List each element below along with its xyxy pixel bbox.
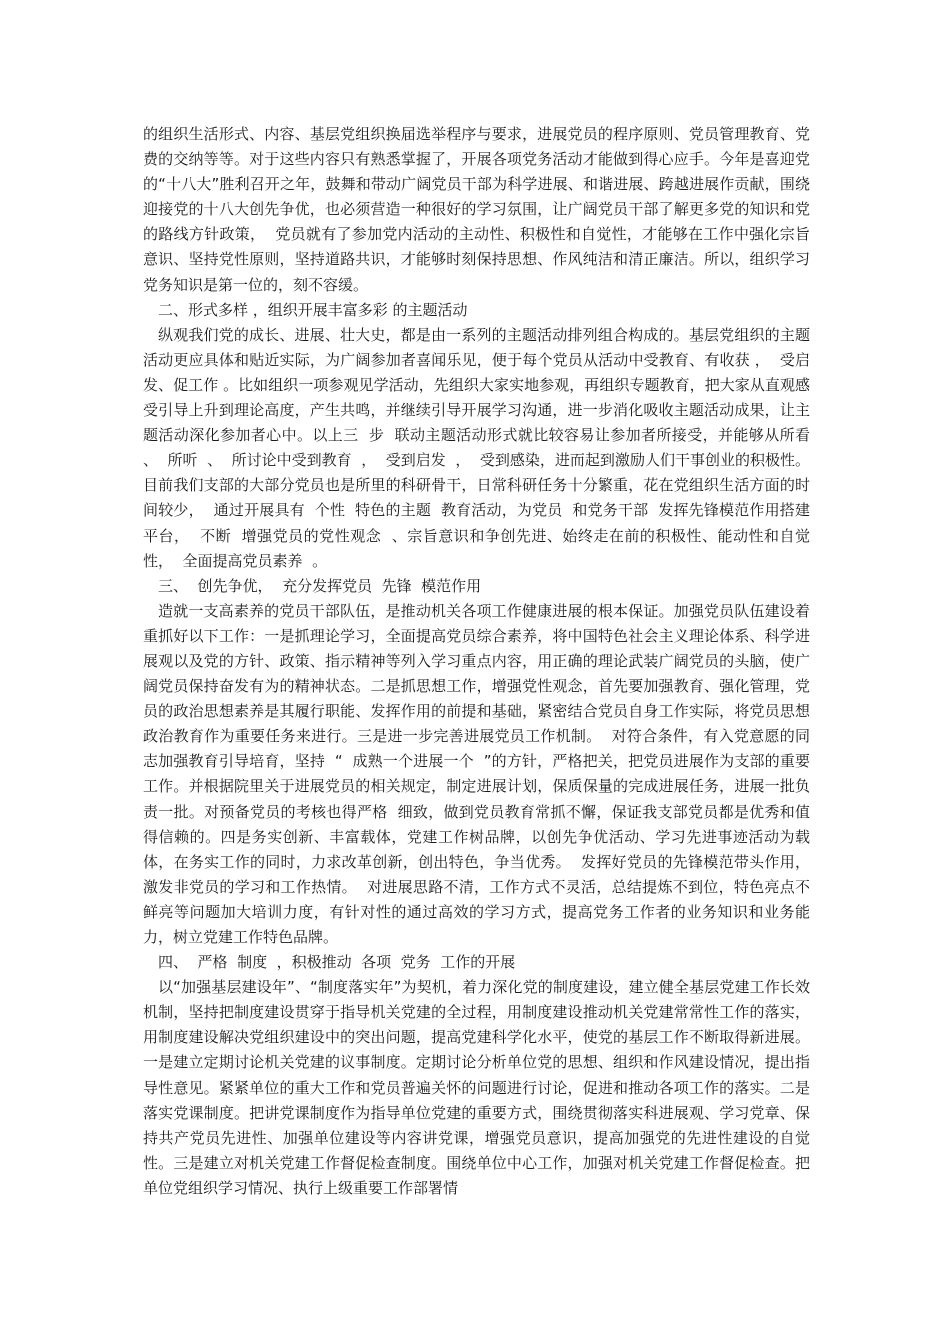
paragraph-party-knowledge-study: 的组织生活形式、内容、基层党组织换届选举程序与要求，进展党员的程序原则、党员管理教育、党费的交纳等等。对于这些内容只有熟悉掌握了，开展各项党务活动才能做到得心应手。今年是喜迎党的“十八大”胜利召开之年，鼓舞和带动广阔党员干部为科学进展、和谐进展、跨越进展作贡献，围绕迎接党的十八大创先争优，也必须营造一种很好的学习氛围，让广阔党员干部了解更多党的知识和党的路线方针政策， 党员就有了参加党内活动的主动性、积极性和自觉性，才能够在工作中强化宗旨意识、坚持党性原则，坚持道路共识，才能够时刻保持思想、作风纯洁和清正廉洁。所以，组织学习党务知识是第一位的，刻不容缓。 xyxy=(143,125,810,294)
section-heading-themed-activities: 二、形式多样 ，组织开展丰富多彩 的主题活动 xyxy=(158,300,468,319)
paragraph-strict-system: 以“加强基层建设年”、“制度落实年”为契机，着力深化党的制度建设，建立健全基层党建工作长效机制，坚持把制度建设贯穿于指导机关党建的全过程，用制度建设推动机关党建常常性工作的落实，用制度建设解决党组织建设中的突出问题，提高党建科学化水平，使党的基层工作不断取得新进展。一是建立定期讨论机关党建的议事制度。定期讨论分析单位党的思想、组织和作风建设情况，提出指导性意见。紧紧单位的重大工作和党员普遍关怀的问题进行讨论，促进和推动各项工作的落实。二是落实党课制度。把讲党课制度作为指导单位党建的重要方式，围绕贯彻落实科进展观、学习党章、保持共产党员先进性、加强单位建设等内容讲党课，增强党员意识，提高加强党的先进性建设的自觉性。三是建立对机关党建工作督促检查制度。围绕单位中心工作，加强对机关党建工作督促检查。把单位党组织学习情况、执行上级重要工作部署情 xyxy=(143,978,810,1197)
section-heading-vanguard-role: 三、 创先争优， 充分发挥党员 先锋 模范作用 xyxy=(158,576,482,595)
document-body xyxy=(143,122,820,1201)
section-heading-strict-system: 四、 严格 制度 ，积极推动 各项 党务 工作的开展 xyxy=(158,953,516,972)
paragraph-vanguard-role: 造就一支高素养的党员干部队伍，是推动机关各项工作健康进展的根本保证。加强党员队伍建设着重抓好以下工作：一是抓理论学习，全面提高党员综合素养，将中国特色社会主义理论体系、科学进展观以及党的方针、政策、指示精神等列入学习重点内容，用正确的理论武装广阔党员的头脑，使广阔党员保持奋发有为的精神状态。二是抓思想工作，增强党性观念，首先要加强教育、强化管理，党员的政治思想素养是其履行职能、发挥作用的前提和基础，紧密结合党员自身工作实际，将党员思想政治教育作为重要任务来进行。三是进一步完善进展党员工作机制。 对符合条件，有入党意愿的同志加强教育引导培育，坚持 “ 成熟一个进展一个 ”的方针，严格把关，把党员进展作为支部的重要工作。并根据院里关于进展党员的相关规定，制定进展计划，保质保量的完成进展任务，进展一批负责一批。对预备党员的考核也得严格 细致，做到党员教育常抓不懈，保证我支部党员都是优秀和值得信赖的。四是务实创新、丰富载体，党建工作树品牌，以创先争优活动、学习先进事迹活动为载体，在务实工作的同时，力求改革创新，创出特色，争当优秀。 发挥好党员的先锋模范带头作用，激发非党员的学习和工作热情。 对进展思路不清，工作方式不灵活，总结提炼不到位，特色亮点不鲜亮等问题加大培训力度，有针对性的通过高效的学习方式，提高党务工作者的业务知识和业务能力，树立党建工作特色品牌。 xyxy=(143,601,810,946)
paragraph-themed-activities: 纵观我们党的成长、进展、壮大史，都是由一系列的主题活动排列组合构成的。基层党组织的主题活动更应具体和贴近实际，为广阔参加者喜闻乐见，便于每个党员从活动中受教育、有收获 ， 受启发、促工作 。比如组织一项参观见学活动，先组织大家实地参观，再组织专题教育，把大家从直观感受引导上升到理论高度，产生共鸣，并继续引导开展学习沟通，进一步消化吸收主题活动成果，让主题活动深化参加者心中。以上三 步 联动主题活动形式就比较容易让参加者所接受，并能够从所看 、 所听 、 所讨论中受到教育 ， 受到启发 ， 受到感染，进而起到激励人们干事创业的积极性。 目前我们支部的大部分党员也是所里的科研骨干，日常科研任务十分繁重，花在党组织生活方面的时间较少， 通过开展具有 个性 特色的主题 教育活动，为党员 和党务干部 发挥先锋模范作用搭建平台， 不断 增强党员的党性观念 、宗旨意识和争创先进、始终走在前的积极性、能动性和自觉性， 全面提高党员素养 。 xyxy=(143,325,820,570)
